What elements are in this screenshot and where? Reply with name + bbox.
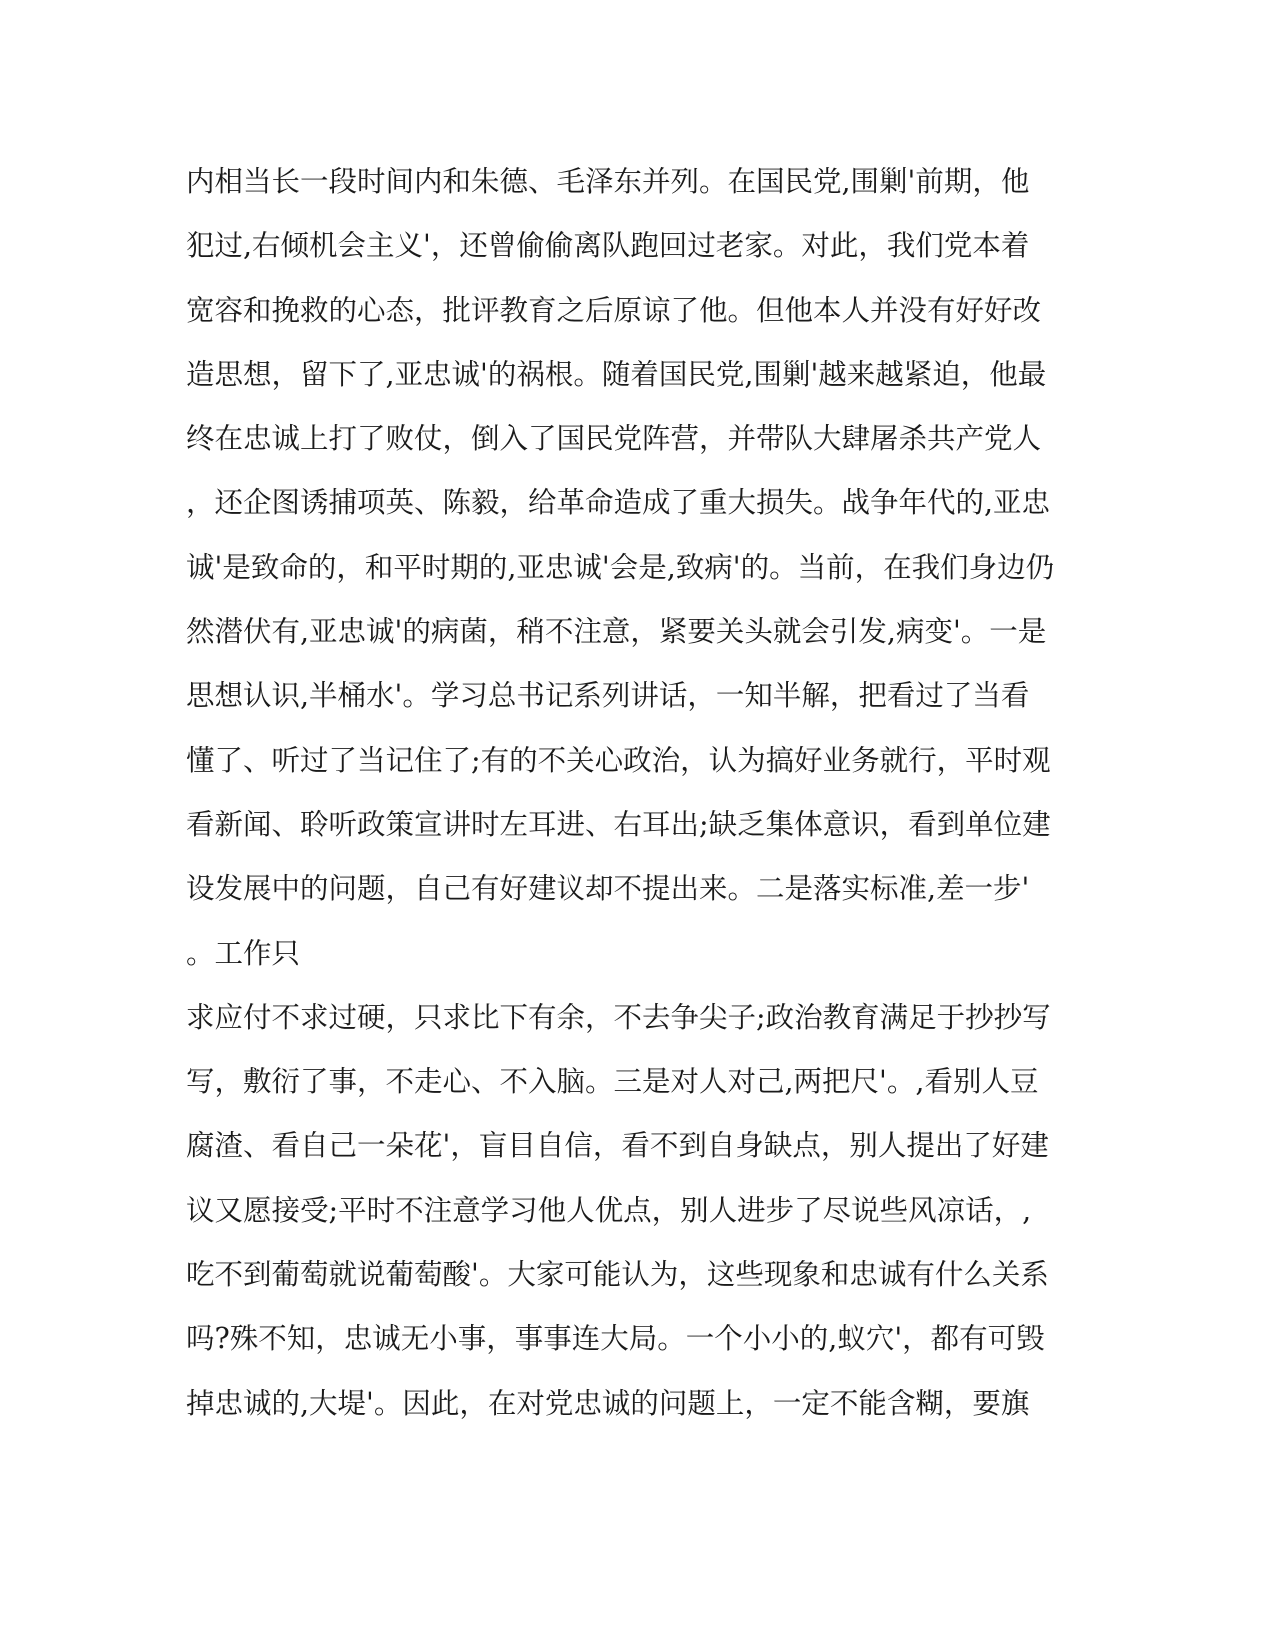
body-text (186, 162, 1086, 1448)
text-line: 求应付不求过硬，只求比下有余，不去争尖子;政治教育满足于抄抄写 (186, 1000, 1051, 1034)
text-line: 思想认识,半桶水'。学习总书记系列讲话，一知半解，把看过了当看 (186, 679, 1030, 713)
text-line: 写，敷衍了事，不走心、不入脑。三是对人对己,两把尺'。,看别人豆 (186, 1065, 1039, 1099)
text-line: 诚'是致命的，和平时期的,亚忠诚'会是,致病'的。当前，在我们身边仍 (186, 550, 1055, 584)
text-line: 腐渣、看自己一朵花'，盲目自信，看不到自身缺点，别人提出了好建 (186, 1129, 1049, 1163)
text-line: 内相当长一段时间内和朱德、毛泽东并列。在国民党,围剿'前期，他 (186, 165, 1030, 198)
text-line: ，还企图诱捕项英、陈毅，给革命造成了重大损失。战争年代的,亚忠 (186, 486, 1051, 520)
text-line: 然潜伏有,亚忠诚'的病菌，稍不注意，紧要关头就会引发,病变'。一是 (186, 615, 1047, 649)
text-line: 犯过,右倾机会主义'，还曾偷偷离队跑回过老家。对此，我们党本着 (186, 229, 1030, 263)
text-line: 吃不到葡萄就说葡萄酸'。大家可能认为，这些现象和忠诚有什么关系 (186, 1258, 1049, 1292)
text-line: 看新闻、聆听政策宣讲时左耳进、右耳出;缺乏集体意识，看到单位建 (186, 807, 1051, 841)
text-line: 议又愿接受;平时不注意学习他人优点，别人进步了尽说些风凉话，, (186, 1193, 1032, 1227)
text-line: 懂了、听过了当记住了;有的不关心政治，认为搞好业务就行，平时观 (186, 743, 1051, 777)
text-line: 。工作只 (186, 936, 301, 970)
text-line: 造思想，留下了,亚忠诚'的祸根。随着国民党,围剿'越来越紧迫，他最 (186, 357, 1047, 391)
text-line: 终在忠诚上打了败仗，倒入了国民党阵营，并带队大肆屠杀共产党人 (186, 422, 1042, 456)
text-line: 宽容和挽救的心态，批评教育之后原谅了他。但他本人并没有好好改 (186, 293, 1042, 327)
text-line: 设发展中的问题，自己有好建议却不提出来。二是落实标准,差一步' (186, 872, 1030, 906)
text-line: 吗?殊不知，忠诚无小事，事事连大局。一个小小的,蚁穴'，都有可毁 (186, 1322, 1045, 1356)
text-line: 掉忠诚的,大堤'。因此，在对党忠诚的问题上，一定不能含糊，要旗 (186, 1386, 1030, 1420)
